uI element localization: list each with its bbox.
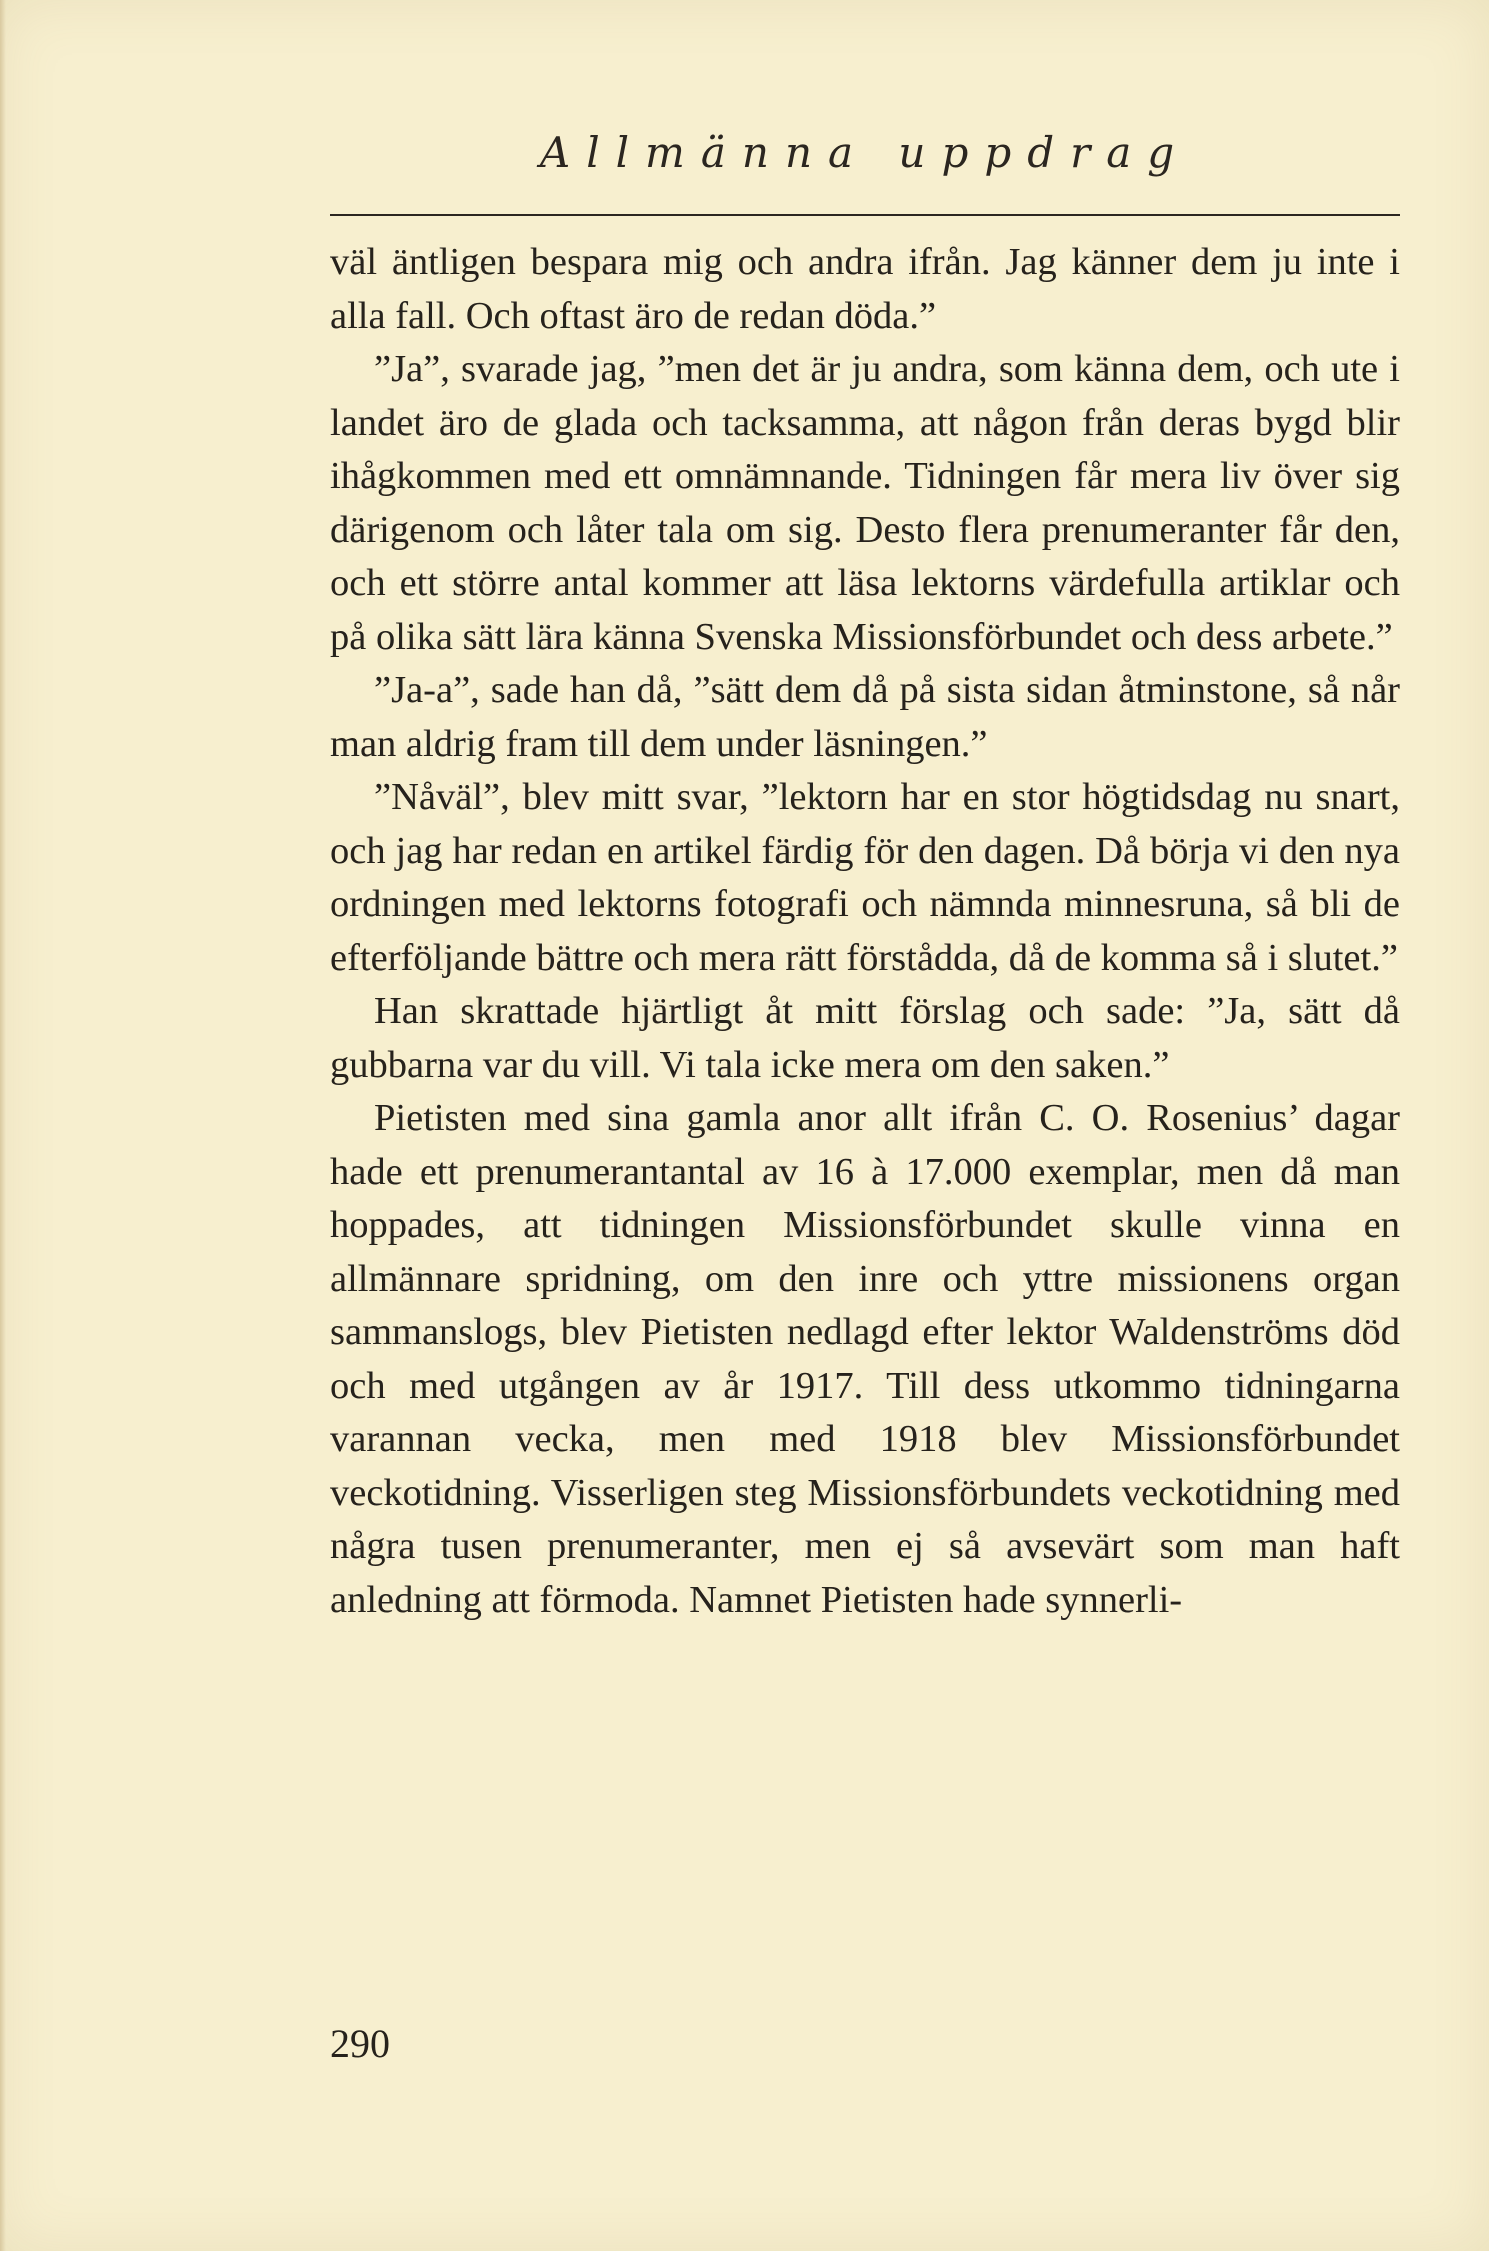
paragraph-5: Han skrattade hjärtligt åt mitt förslag och sade: ”Ja, sätt då gubbarna var du vill. Vi tala icke mera om den saken.” (330, 990, 1400, 1086)
paragraph-1: väl äntligen bespara mig och andra ifrån. Jag känner dem ju inte i alla fall. Och oftast äro de redan döda.” (330, 241, 1400, 337)
page-edge-shadow (0, 0, 6, 2251)
running-head: Allmänna uppdrag (539, 128, 1191, 177)
body-text (330, 236, 1400, 1627)
paragraph-4: ”Nåväl”, blev mitt svar, ”lektorn har en stor högtidsdag nu snart, och jag har redan en artikel färdig för den dagen. Då börja vi den nya ordningen med lektorns fotografi och nämnda minnesruna, så bli de efterföljande bättre och mera rätt förstådda, då de komma så i slutet.” (330, 776, 1400, 979)
header-rule (330, 214, 1400, 216)
paragraph-2: ”Ja”, svarade jag, ”men det är ju andra, som känna dem, och ute i landet äro de glada och tacksamma, att någon från deras bygd blir ihågkommen med ett omnämnande. Tidningen får mera liv över sig därigenom och låter tala om sig. Desto flera prenumeranter får den, och ett större antal kommer att läsa lektorns värdefulla artiklar och på olika sätt lära känna Svenska Missionsförbundet och dess arbete.” (330, 348, 1400, 658)
paragraph-6: Pietisten med sina gamla anor allt ifrån C. O. Rosenius’ dagar hade ett prenumerantantal av 16 à 17.000 exemplar, men då man hoppades, att tidningen Missionsförbundet skulle vinna en allmännare spridning, om den inre och yttre missionens organ sammanslogs, blev Pietisten nedlagd efter lektor Waldenströms död och med utgången av år 1917. Till dess utkommo tidningarna varannan vecka, men med 1918 blev Missionsförbundet veckotidning. Visserligen steg Missionsförbundets veckotidning med några tusen prenumeranter, men ej så avsevärt som man haft anledning att förmoda. Namnet Pietisten hade synnerli- (330, 1097, 1400, 1621)
paragraph-3: ”Ja-a”, sade han då, ”sätt dem då på sista sidan åtminstone, så når man aldrig fram till dem under läsningen.” (330, 669, 1400, 765)
page-number: 290 (330, 2021, 390, 2066)
